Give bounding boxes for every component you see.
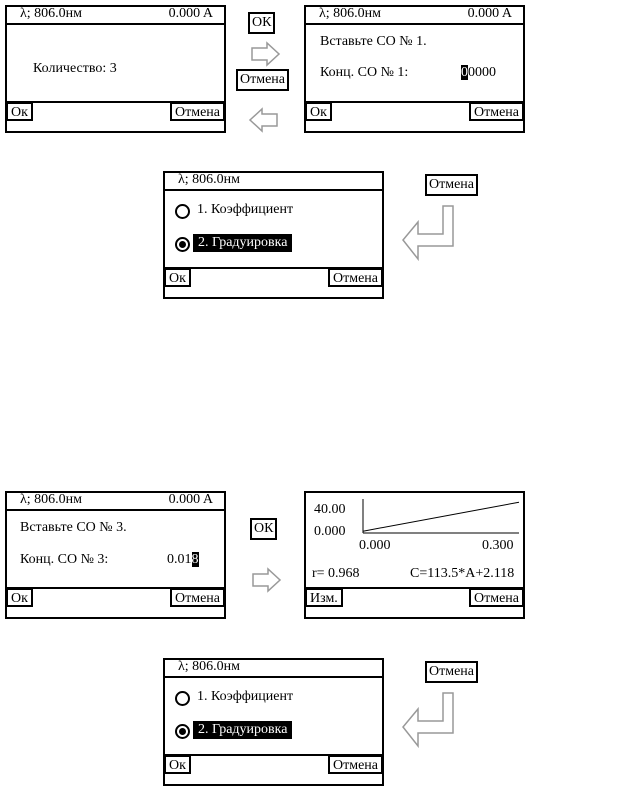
screen-mode-menu — [163, 658, 384, 786]
footer-bar — [306, 587, 523, 615]
option-calibration-label[interactable]: 2. Градуировка — [193, 234, 292, 252]
right-arrow-icon — [252, 568, 282, 592]
cancel-button[interactable]: Отмена — [469, 588, 524, 607]
header-bar — [165, 173, 382, 191]
cursor-digit: 8 — [191, 552, 199, 567]
quantity-label: Количество: 3 — [33, 61, 117, 76]
wavelength-readout: λ; 806.0нм — [178, 659, 241, 674]
x-min-label: 0.000 — [359, 538, 391, 553]
absorbance-readout: 0.000 A — [467, 6, 512, 21]
concentration-rest: 0000 — [468, 65, 496, 80]
concentration-label: Конц. СО № 1: — [320, 65, 409, 80]
cancel-key-button[interactable]: Отмена — [236, 69, 289, 91]
header-bar — [7, 493, 224, 511]
cancel-button[interactable]: Отмена — [328, 268, 383, 287]
screen-insert-co1 — [304, 5, 525, 133]
ok-button[interactable]: Ок — [164, 755, 191, 774]
radio-coefficient[interactable] — [175, 691, 190, 706]
footer-bar — [165, 267, 382, 295]
ok-button[interactable]: Ок — [305, 102, 332, 121]
concentration-input[interactable] — [167, 552, 199, 568]
cancel-button[interactable]: Отмена — [170, 102, 225, 121]
cancel-key-button[interactable]: Отмена — [425, 661, 478, 683]
header-bar — [306, 7, 523, 25]
footer-bar — [7, 101, 224, 129]
option-calibration-label[interactable]: 2. Градуировка — [193, 721, 292, 739]
cancel-button[interactable]: Отмена — [328, 755, 383, 774]
equation-readout: C=113.5*A+2.118 — [410, 566, 515, 581]
option-coefficient-label[interactable]: 1. Коэффициент — [197, 202, 294, 217]
header-bar — [7, 7, 224, 25]
screen-insert-co3 — [5, 491, 226, 619]
footer-bar — [165, 754, 382, 782]
radio-coefficient[interactable] — [175, 204, 190, 219]
footer-bar — [7, 587, 224, 615]
cancel-button[interactable]: Отмена — [469, 102, 524, 121]
concentration-input[interactable] — [461, 65, 496, 81]
radio-calibration[interactable] — [175, 724, 190, 739]
footer-bar — [306, 101, 523, 129]
y-max-label: 40.00 — [314, 502, 346, 517]
cursor-digit: 0 — [461, 65, 468, 80]
down-left-arrow-icon — [401, 692, 461, 750]
calibration-line — [363, 502, 519, 531]
screen-quantity — [5, 5, 226, 133]
absorbance-readout: 0.000 A — [168, 6, 213, 21]
header-bar — [165, 660, 382, 678]
wavelength-readout: λ; 806.0нм — [319, 6, 382, 21]
ok-button[interactable]: Ок — [6, 588, 33, 607]
calibration-chart — [361, 499, 521, 537]
wavelength-readout: λ; 806.0нм — [20, 6, 83, 21]
cancel-key-button[interactable]: Отмена — [425, 174, 478, 196]
change-button[interactable]: Изм. — [305, 588, 343, 607]
y-min-label: 0.000 — [314, 524, 346, 539]
absorbance-readout: 0.000 A — [168, 492, 213, 507]
insert-co-text: Вставьте СО № 3. — [20, 520, 127, 535]
ok-key-button[interactable]: ОК — [248, 12, 275, 34]
screen-mode-menu — [163, 171, 384, 299]
right-arrow-icon — [251, 42, 281, 66]
concentration-prefix: 0.01 — [167, 552, 192, 567]
cancel-button[interactable]: Отмена — [170, 588, 225, 607]
wavelength-readout: λ; 806.0нм — [178, 172, 241, 187]
insert-co-text: Вставьте СО № 1. — [320, 34, 427, 49]
down-left-arrow-icon — [401, 205, 461, 263]
radio-calibration[interactable] — [175, 237, 190, 252]
ok-key-button[interactable]: ОК — [250, 518, 277, 540]
ok-button[interactable]: Ок — [164, 268, 191, 287]
wavelength-readout: λ; 806.0нм — [20, 492, 83, 507]
option-coefficient-label[interactable]: 1. Коэффициент — [197, 689, 294, 704]
x-max-label: 0.300 — [482, 538, 514, 553]
left-arrow-icon — [249, 108, 279, 132]
ok-button[interactable]: Ок — [6, 102, 33, 121]
concentration-label: Конц. СО № 3: — [20, 552, 109, 567]
screen-calibration-graph — [304, 491, 525, 619]
correlation-readout: r= 0.968 — [312, 566, 360, 581]
